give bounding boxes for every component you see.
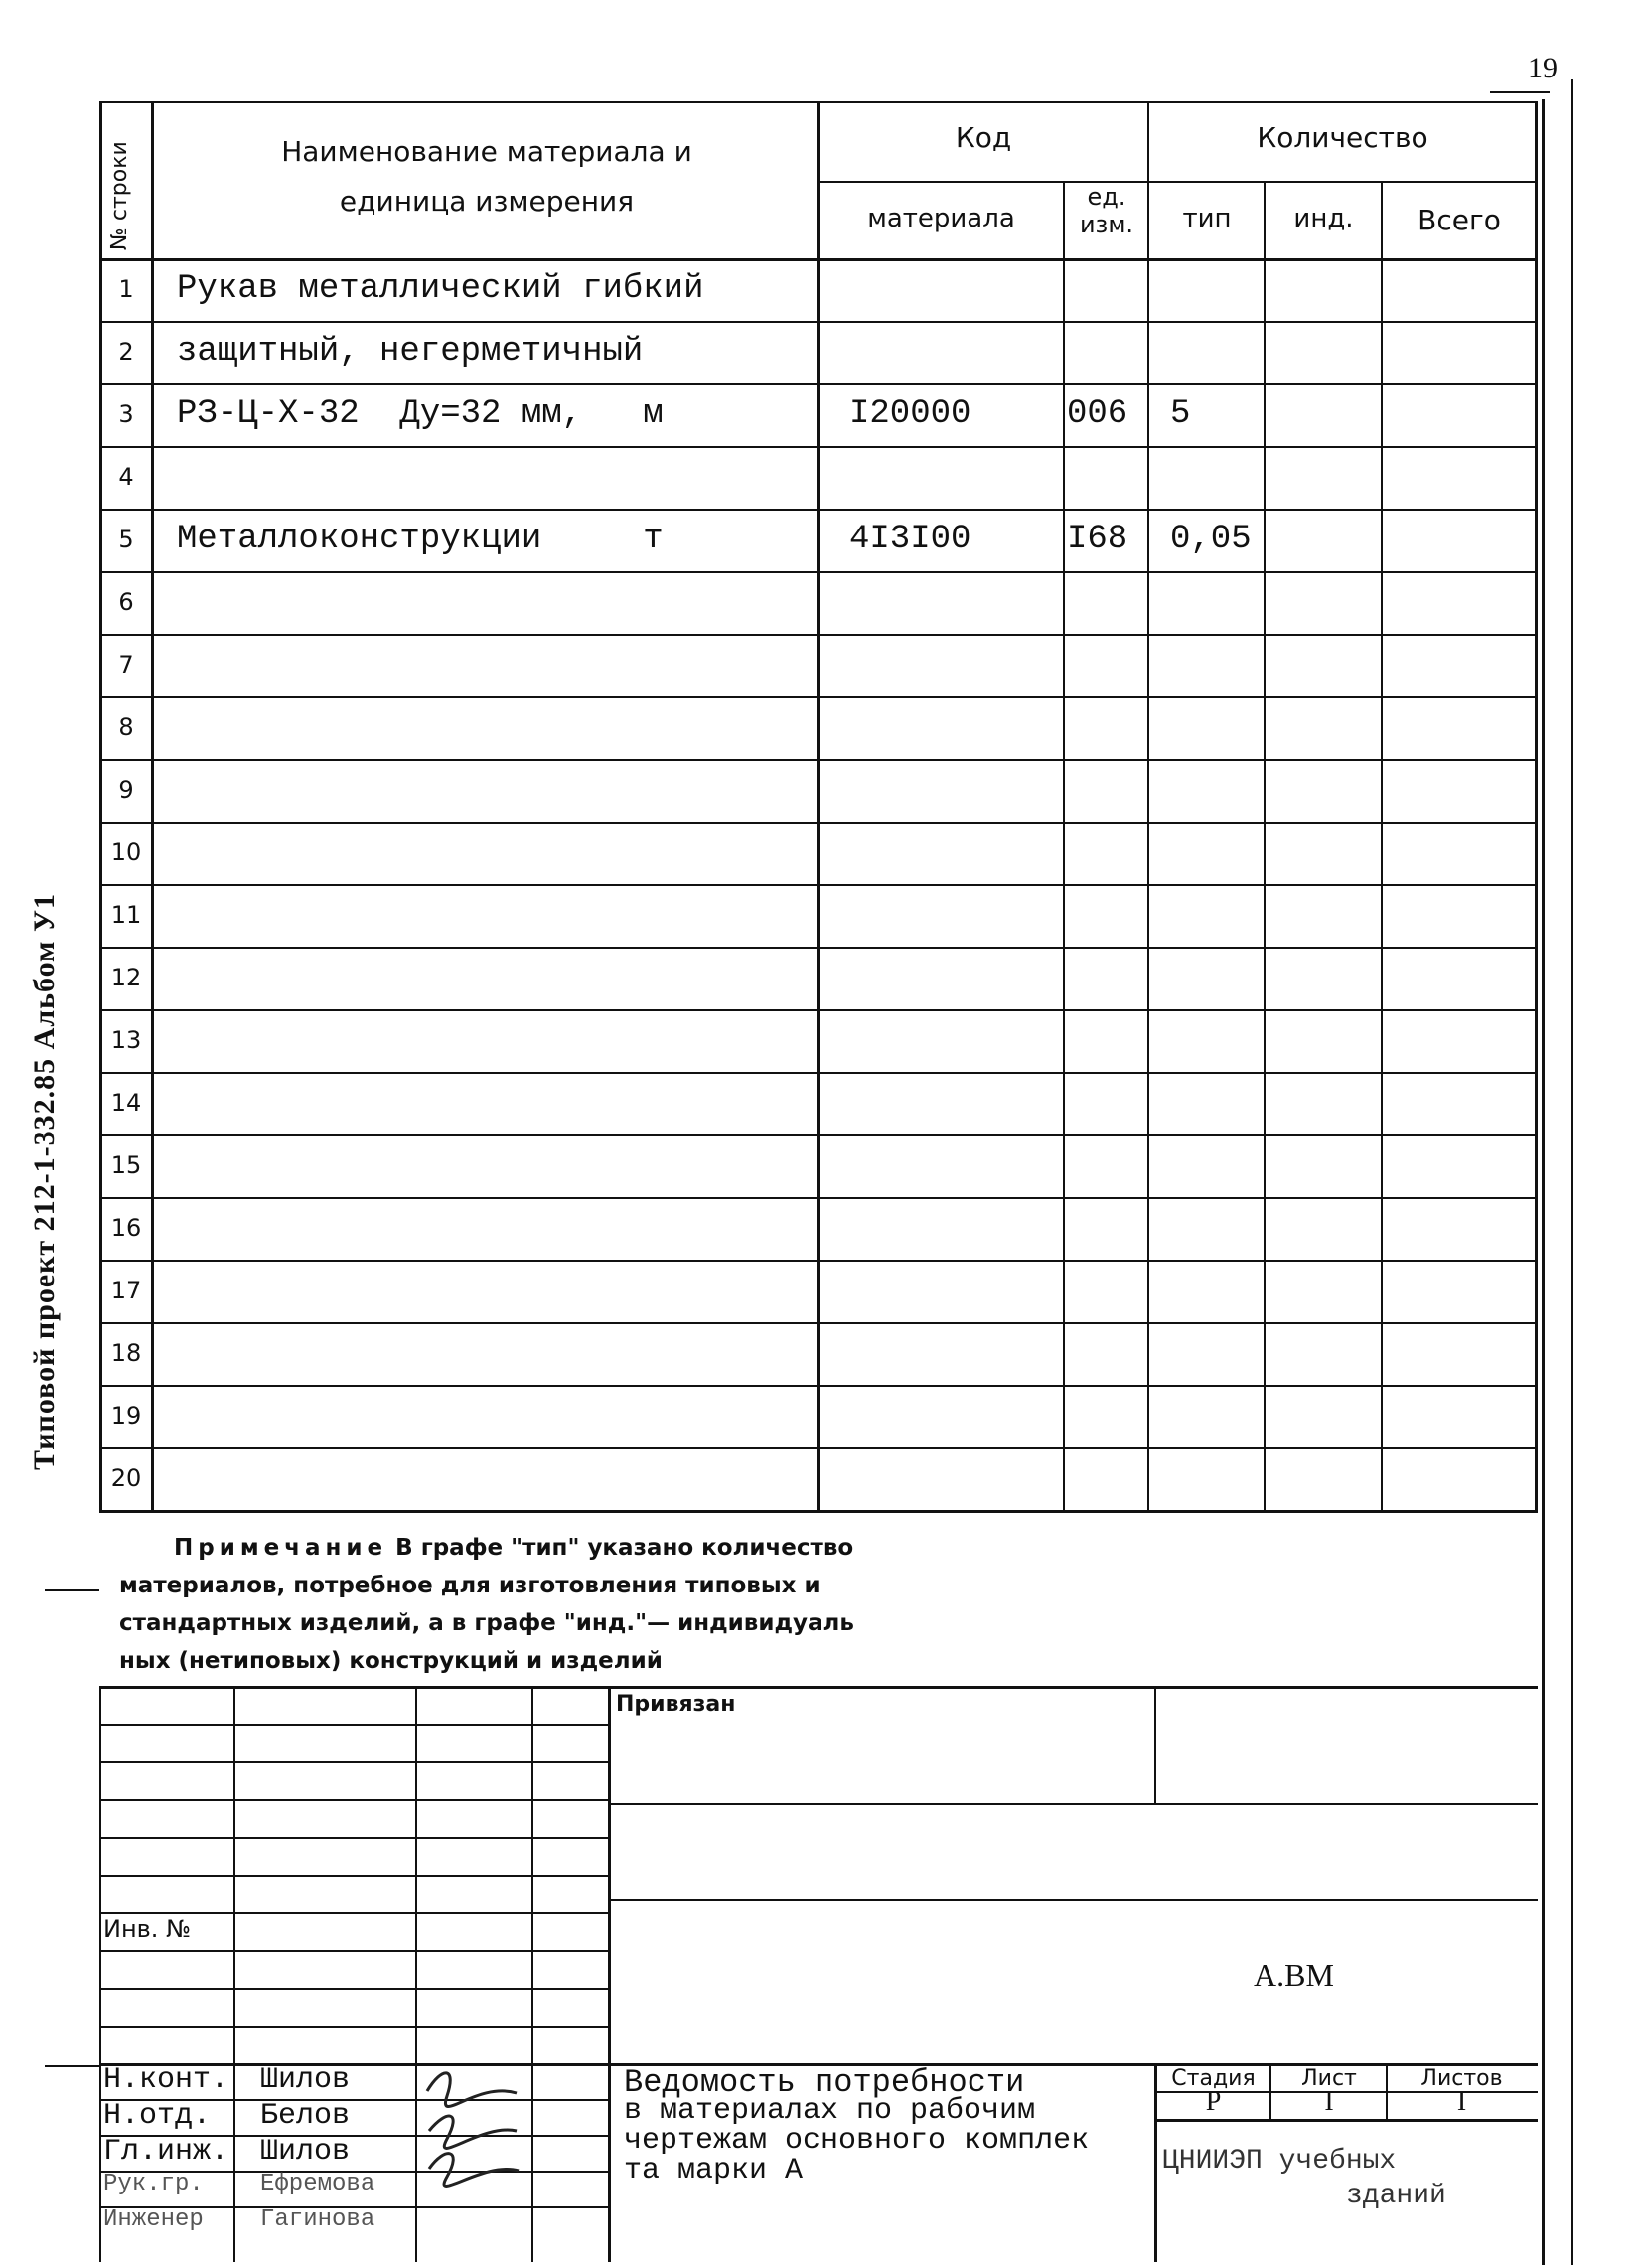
signer-name: Ефремова [260, 2171, 375, 2197]
row-line [99, 446, 1538, 448]
row-number: 15 [110, 1151, 142, 1179]
document-mark: А.ВМ [1254, 1957, 1334, 1993]
qty-type: 0,05 [1170, 521, 1252, 558]
row-number: 12 [110, 964, 142, 991]
row-number: 5 [118, 526, 134, 553]
sheet-label: Лист [1301, 2066, 1357, 2091]
row-line [99, 1009, 1538, 1011]
stamp-top-border [99, 1686, 1538, 1689]
row-line [99, 822, 1538, 824]
stamp-left-border [99, 1686, 101, 2262]
row-line [99, 1447, 1538, 1449]
row-number: 19 [110, 1402, 142, 1430]
header-qty-group: Количество [1257, 121, 1428, 154]
qty-type: 5 [1170, 395, 1191, 433]
stamp-stage-col [1386, 2063, 1388, 2119]
header-row-no: № строки [107, 141, 132, 250]
row-number: 10 [110, 838, 142, 866]
stamp-row-line [99, 1837, 608, 1839]
stamp-row-line [99, 1988, 608, 1990]
material-name: Металлоконструкции т [177, 521, 664, 558]
right-border-inner [1542, 99, 1545, 2265]
note-text-1: В графе "тип" указано количество [387, 1535, 854, 1561]
note-line-2: материалов, потребное для изготовления типовых и [119, 1573, 821, 1598]
row-number: 9 [118, 776, 134, 804]
stamp-row-line [99, 1912, 608, 1914]
row-line [99, 634, 1538, 636]
row-number: 11 [110, 901, 142, 929]
organization-line-1: ЦНИИЭП учебных [1162, 2146, 1397, 2177]
stage-label: Стадия [1171, 2066, 1256, 2091]
doc-title-line-3: чертежам основного комплек [624, 2124, 1090, 2158]
inv-no-label: Инв. № [103, 1915, 192, 1943]
col-divider-unit [1147, 101, 1149, 1512]
sheet-value: I [1324, 2086, 1334, 2117]
signer-name: Гагинова [260, 2206, 375, 2233]
header-qty-ind: инд. [1293, 204, 1354, 233]
row-line [99, 884, 1538, 886]
stage-value: Р [1205, 2086, 1222, 2117]
row-line [99, 571, 1538, 573]
stamp-col-1 [233, 1686, 235, 2262]
sheets-value: I [1456, 2086, 1467, 2117]
signer-name: Белов [260, 2099, 351, 2133]
header-code-material: материала [867, 204, 1015, 233]
stamp-row-line [99, 1875, 608, 1877]
row-number: 13 [110, 1026, 142, 1054]
stamp-row-line [99, 2026, 608, 2028]
row-number: 20 [110, 1464, 142, 1492]
row-line [99, 1322, 1538, 1324]
row-line [99, 759, 1538, 761]
row-number: 14 [110, 1089, 142, 1117]
col-divider-ind [1381, 181, 1383, 1512]
header-code-unit: ед. изм. [1079, 183, 1134, 238]
material-code: 4I3I00 [849, 521, 971, 558]
header-qty-total: Всего [1418, 204, 1501, 236]
note-label: Примечание [174, 1535, 388, 1561]
signer-role: Н.отд. [103, 2099, 212, 2133]
row-line [99, 947, 1538, 949]
signature-mark [417, 2061, 536, 2240]
stamp-stage-line [1154, 2119, 1538, 2122]
row-line [99, 1072, 1538, 1074]
stamp-row-line [99, 1761, 608, 1763]
material-name: Рукав металлический гибкий [177, 270, 704, 308]
row-number: 18 [110, 1339, 142, 1367]
unit-code: I68 [1067, 521, 1128, 558]
row-number: 17 [110, 1277, 142, 1304]
material-name: РЗ-Ц-Х-32 Ду=32 мм, м [177, 395, 664, 433]
left-tick-2 [45, 2065, 99, 2067]
page-corner-number: 19 [1528, 52, 1558, 84]
material-code: I20000 [849, 395, 971, 433]
table-top-border [99, 101, 1538, 103]
note-line-3: стандартных изделий, а в графе "инд."— индивидуаль [119, 1610, 854, 1636]
signer-role: Рук.гр. [103, 2171, 204, 2197]
doc-title-line-4: та марки А [624, 2154, 804, 2188]
signer-role: Гл.инж. [103, 2135, 229, 2169]
privyazan-label: Привязан [616, 1692, 736, 1717]
header-name-label: Наименование материала и единица измерения [281, 135, 692, 218]
signer-role: Инженер [103, 2206, 204, 2233]
stamp-row-line [99, 1950, 608, 1952]
material-name: защитный, негерметичный [177, 333, 644, 371]
col-divider-rowno [151, 101, 154, 1512]
signer-role: Н.конт. [103, 2063, 229, 2097]
sheets-label: Листов [1420, 2066, 1503, 2091]
stamp-row-line [99, 1799, 608, 1801]
organization-line-2: зданий [1346, 2181, 1446, 2211]
row-line [99, 1134, 1538, 1136]
signer-name: Шилов [260, 2135, 351, 2169]
left-tick-1 [45, 1589, 99, 1591]
note-line-1 [174, 1530, 853, 1566]
table-bottom-border [99, 1510, 1538, 1513]
row-number: 4 [118, 463, 134, 491]
stamp-row-line [99, 1724, 608, 1726]
row-number: 3 [118, 400, 134, 428]
row-number: 8 [118, 713, 134, 741]
side-project-label: Типовой проект 212-1-332.85 Альбом У1 [28, 893, 61, 1470]
stamp-privyazan-divider [1154, 1686, 1156, 1803]
note-line-4: ных (нетиповых) конструкций и изделий [119, 1648, 663, 1674]
col-divider-name [817, 101, 820, 1512]
corner-mark-line [1490, 91, 1550, 93]
row-number: 7 [118, 651, 134, 679]
header-code-group: Код [955, 121, 1012, 154]
doc-title-line-2: в материалах по рабочим [624, 2094, 1036, 2128]
stamp-col-4 [608, 1686, 611, 2262]
header-qty-type: тип [1182, 204, 1232, 233]
row-number: 16 [110, 1214, 142, 1242]
col-divider-code [1063, 181, 1065, 1512]
row-line [99, 1260, 1538, 1262]
row-line [99, 1197, 1538, 1199]
doc-title-line-1: Ведомость потребности [624, 2064, 1025, 2101]
right-border-outer [1571, 79, 1573, 2265]
signer-name: Шилов [260, 2063, 351, 2097]
stamp-right-line [608, 1899, 1538, 1901]
row-line [99, 696, 1538, 698]
row-number: 2 [118, 338, 134, 366]
header-subdivider [817, 181, 1538, 183]
stamp-stage-col [1269, 2063, 1271, 2119]
row-number: 6 [118, 588, 134, 616]
row-number: 1 [118, 275, 134, 303]
stamp-right-line [608, 1803, 1538, 1805]
table-right-border [1535, 101, 1538, 1512]
row-line [99, 1385, 1538, 1387]
col-divider-type [1264, 181, 1266, 1512]
unit-code: 006 [1067, 395, 1128, 433]
